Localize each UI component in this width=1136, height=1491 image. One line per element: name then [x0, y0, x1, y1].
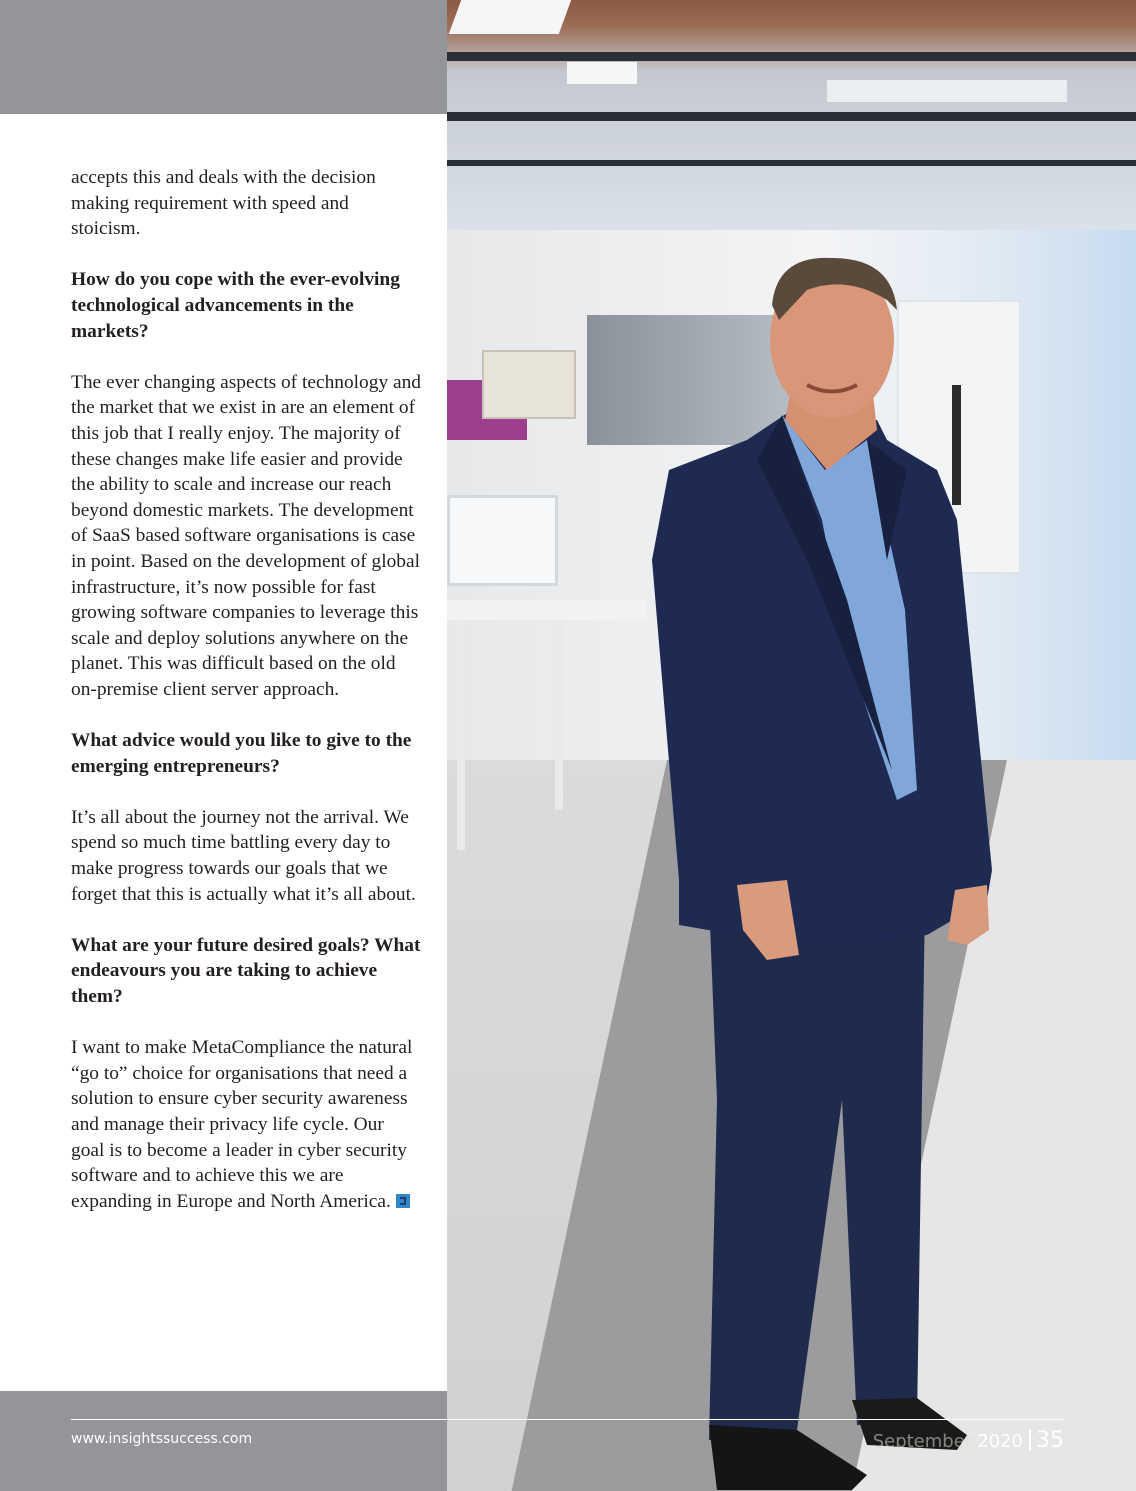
- article-paragraph-2: The ever changing aspects of technology and the market that we exist in are an element of this job that I really enjoy. The majority of these changes make life easier and provide the ability to scale and increase our reach beyond domestic markets. The development of SaaS based software organisations is case in point. Based on the development of global infrastructure, it’s now possible for fast growing software companies to leverage this scale and deploy solutions anywhere on the planet. This was difficult based on the old on-premise client server approach.: [71, 371, 421, 700]
- article-paragraph-4-text: I want to make MetaCompliance the natural “go to” choice for organisations that need a solution to ensure cyber security awareness and manage their privacy life cycle. Our goal is to become a leader in cyber security software and to achieve this we are expanding in Europe and North America.: [71, 1037, 413, 1212]
- footer-year: 2020: [977, 1431, 1023, 1452]
- interview-question-1: How do you cope with the ever-evolving technological advancements in the markets?: [71, 269, 400, 342]
- top-gray-band: [0, 0, 447, 114]
- footer-issue-info: [873, 1428, 1064, 1453]
- article-paragraph-3: It’s all about the journey not the arrival. We spend so much time battling every day to make progress towards our goals that we forget that this is actually what it’s all about.: [71, 806, 416, 905]
- article-body: [71, 165, 421, 1240]
- interview-question-2: What advice would you like to give to the emerging entrepreneurs?: [71, 730, 412, 777]
- businessman-figure: [447, 0, 1136, 1491]
- footer-separator: [1029, 1429, 1031, 1451]
- article-paragraph-1: accepts this and deals with the decision making requirement with speed and stoicism.: [71, 167, 376, 240]
- portrait-photo: [447, 0, 1136, 1491]
- footer-month: September: [872, 1431, 973, 1452]
- insights-success-logo-icon: [396, 1194, 410, 1208]
- footer-divider: [71, 1419, 1064, 1420]
- interview-question-3: What are your future desired goals? What endeavours you are taking to achieve them?: [71, 934, 421, 1007]
- page-number: 35: [1036, 1428, 1064, 1453]
- footer-website[interactable]: www.insightssuccess.com: [71, 1431, 253, 1447]
- article-paragraph-4: [71, 1035, 421, 1214]
